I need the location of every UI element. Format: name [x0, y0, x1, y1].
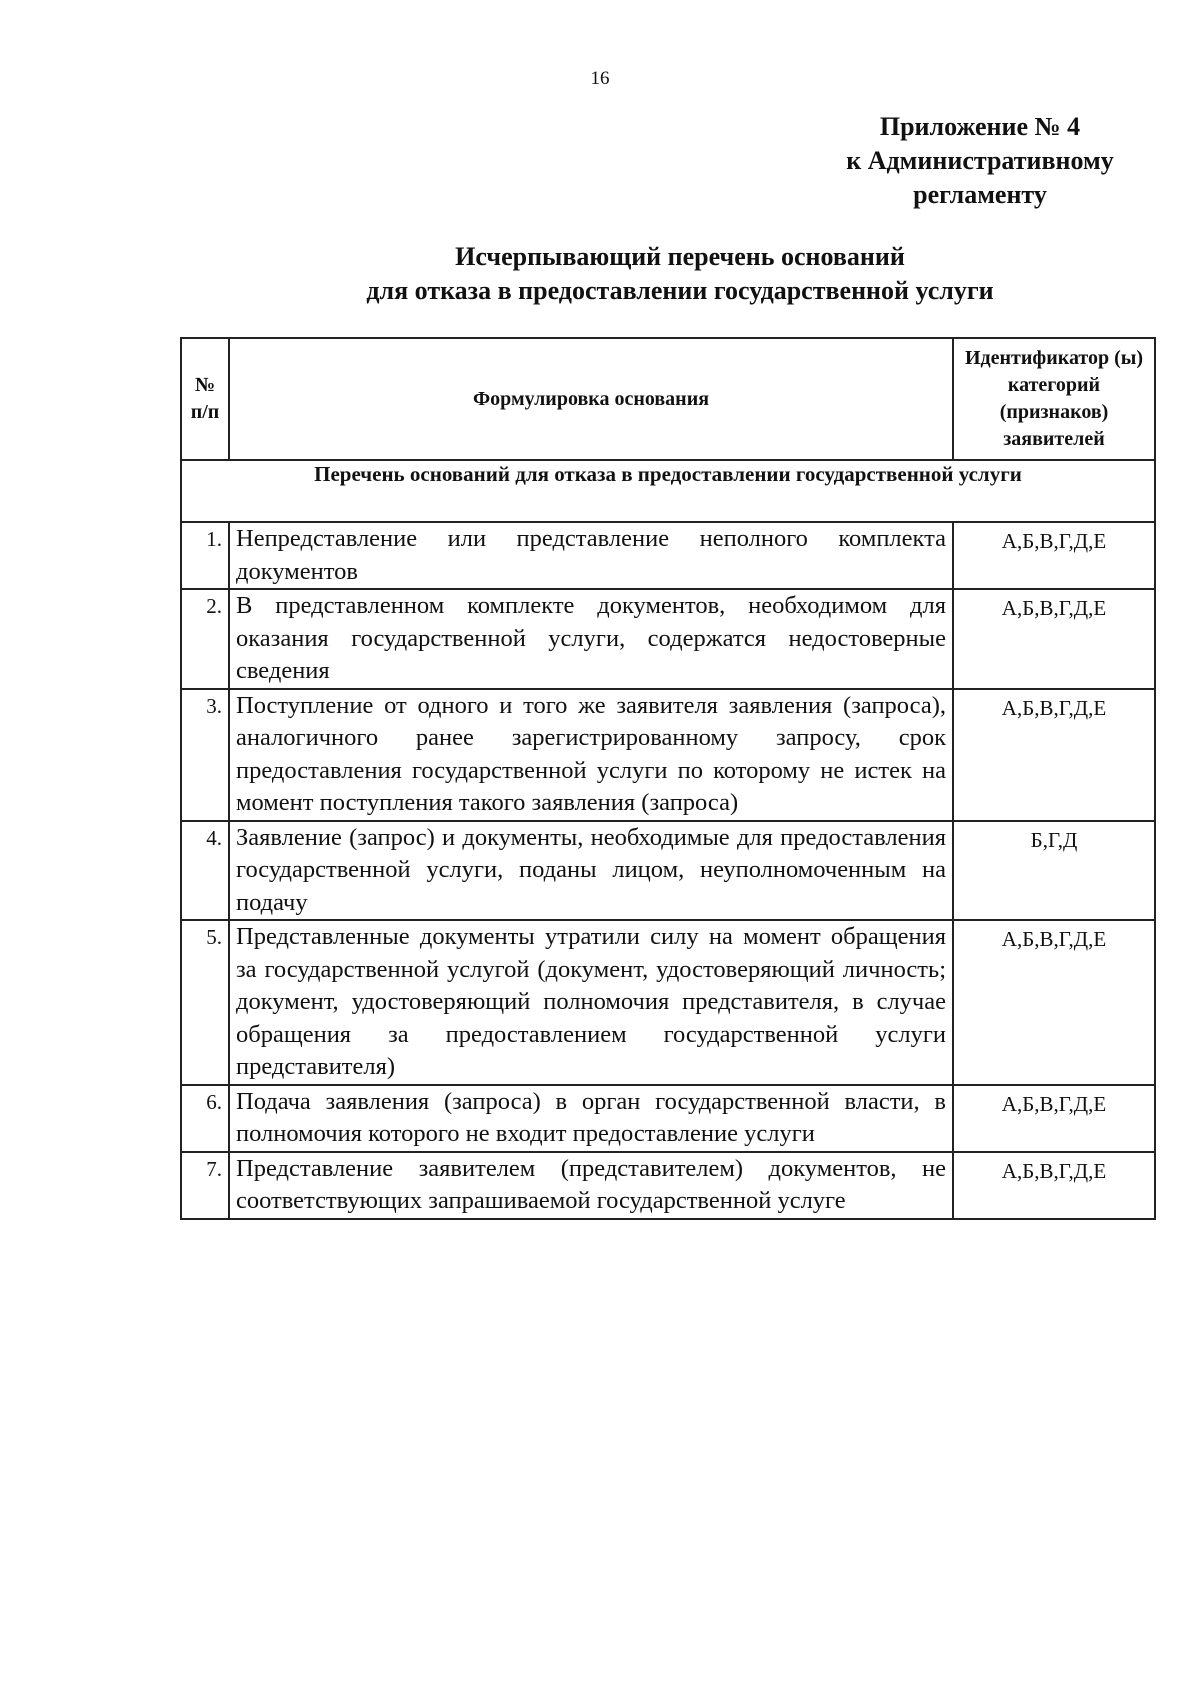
- row-wording: Подача заявления (запроса) в орган государственной власти, в полномочия которого не входит предоставление услуги: [229, 1085, 953, 1152]
- row-number: 3.: [181, 689, 229, 821]
- row-applicant-ids: А,Б,В,Г,Д,Е: [953, 1085, 1155, 1152]
- header-number: № п/п: [181, 338, 229, 460]
- row-number: 2.: [181, 589, 229, 689]
- appendix-line-3: регламенту: [913, 180, 1047, 209]
- header-applicant-ids: Идентификатор (ы) категорий (признаков) заявителей: [953, 338, 1155, 460]
- row-wording: Заявление (запрос) и документы, необходимые для предоставления государственной услуги, поданы лицом, неуполномоченным на подачу: [229, 821, 953, 921]
- row-number: 5.: [181, 920, 229, 1085]
- row-number: 4.: [181, 821, 229, 921]
- row-wording: Представленные документы утратили силу на момент обращения за государственной услугой (документ, удостоверяющий личность; документ, удостоверяющий полномочия представителя, в случае обращения за предоставлением государственной услуги представителя): [229, 920, 953, 1085]
- row-applicant-ids: А,Б,В,Г,Д,Е: [953, 522, 1155, 589]
- row-applicant-ids: А,Б,В,Г,Д,Е: [953, 920, 1155, 1085]
- document-title-line-2: для отказа в предоставлении государственной услуги: [366, 276, 994, 305]
- table-row: [181, 1152, 1155, 1219]
- appendix-line-1: Приложение № 4: [879, 112, 1081, 141]
- table-row: [181, 689, 1155, 821]
- row-applicant-ids: А,Б,В,Г,Д,Е: [953, 589, 1155, 689]
- row-applicant-ids: Б,Г,Д: [953, 821, 1155, 921]
- header-wording: Формулировка основания: [229, 338, 953, 460]
- table-row: [181, 1085, 1155, 1152]
- appendix-header: [820, 110, 1140, 212]
- appendix-line-2: к Административному: [846, 146, 1114, 175]
- table-row: [181, 589, 1155, 689]
- row-number: 7.: [181, 1152, 229, 1219]
- row-wording: Непредставление или представление неполного комплекта документов: [229, 522, 953, 589]
- refusal-grounds-table: [180, 337, 1156, 1220]
- row-number: 1.: [181, 522, 229, 589]
- section-heading: Перечень оснований для отказа в предоставлении государственной услуги: [181, 460, 1155, 522]
- table-row: [181, 821, 1155, 921]
- row-applicant-ids: А,Б,В,Г,Д,Е: [953, 1152, 1155, 1219]
- page-number: 16: [590, 68, 610, 89]
- table-header-row: [181, 338, 1155, 460]
- row-applicant-ids: А,Б,В,Г,Д,Е: [953, 689, 1155, 821]
- row-wording: Поступление от одного и того же заявителя заявления (запроса), аналогичного ранее зарегистрированному запросу, срок предоставления государственной услуги по которому не истек на момент поступления такого заявления (запроса): [229, 689, 953, 821]
- document-title-line-1: Исчерпывающий перечень оснований: [455, 242, 905, 271]
- row-wording: Представление заявителем (представителем) документов, не соответствующих запрашиваемой государственной услуге: [229, 1152, 953, 1219]
- table-row: [181, 920, 1155, 1085]
- table-row: [181, 522, 1155, 589]
- row-number: 6.: [181, 1085, 229, 1152]
- table-section-row: [181, 460, 1155, 522]
- row-wording: В представленном комплекте документов, необходимом для оказания государственной услуги, содержатся недостоверные сведения: [229, 589, 953, 689]
- document-title: [180, 240, 1180, 308]
